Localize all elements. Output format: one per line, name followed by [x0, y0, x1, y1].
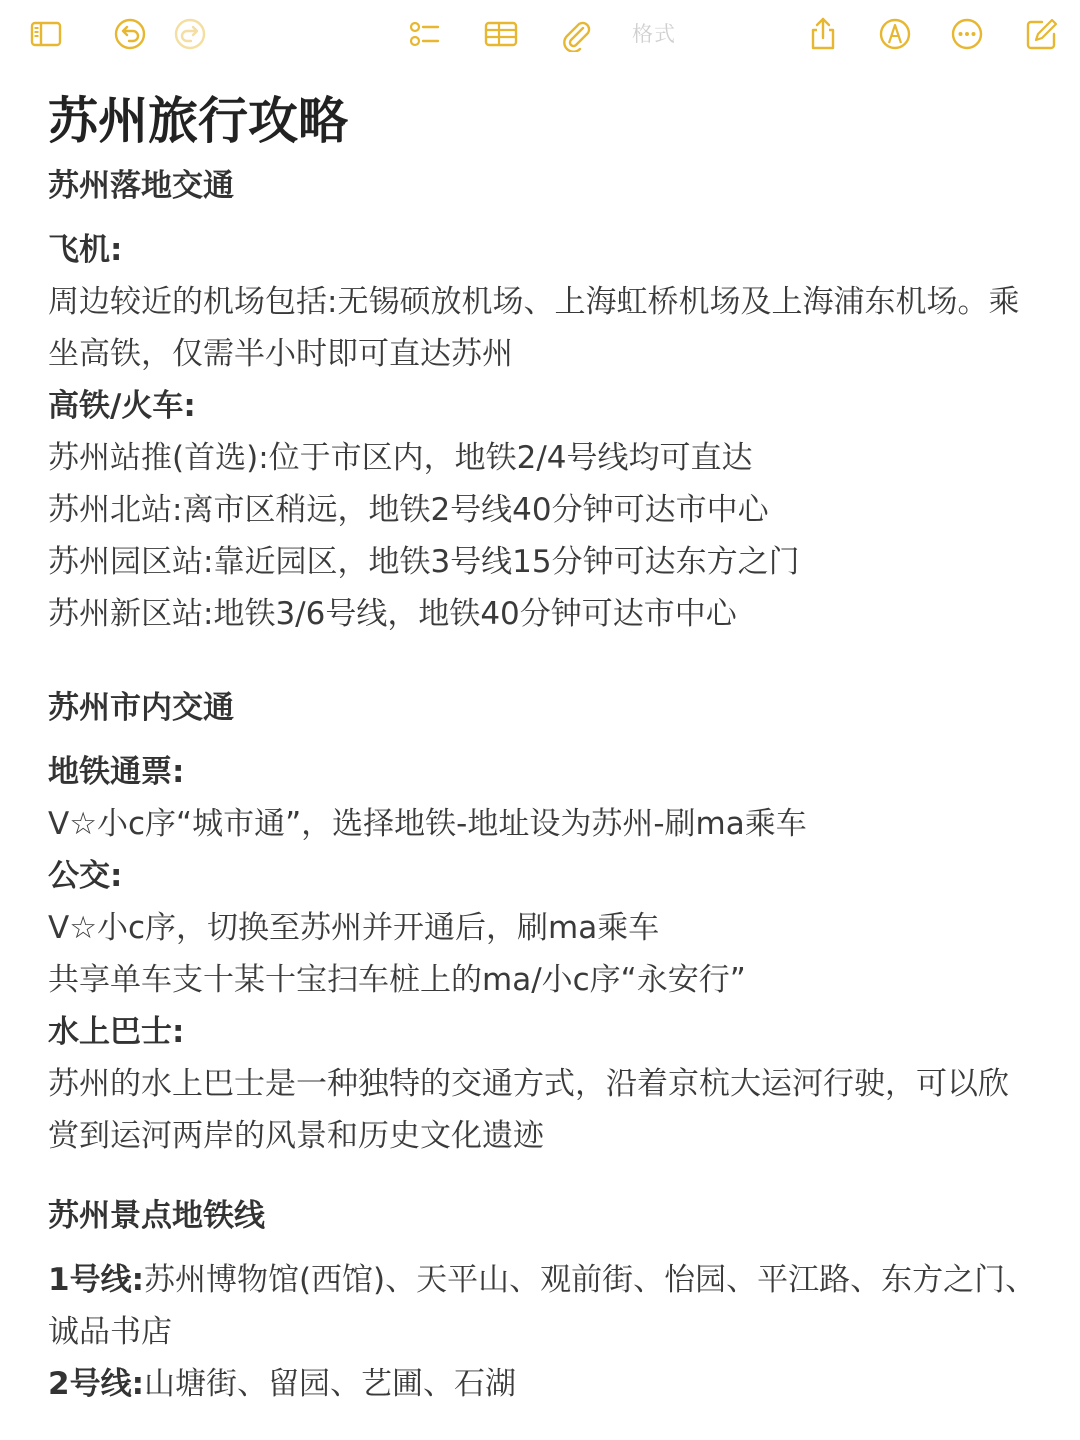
section-heading-arrival: 苏州落地交通 [48, 168, 234, 204]
more-icon[interactable] [947, 14, 987, 54]
bus-label: 公交: [48, 858, 123, 894]
table-icon[interactable] [481, 14, 521, 54]
train-line: 苏州站推(首选):位于市区内，地铁2/4号线均可直达 [48, 440, 753, 476]
note-body[interactable] [48, 88, 1038, 1410]
plane-text: 周边较近的机场包括:无锡硕放机场、上海虹桥机场及上海浦东机场。乘坐高铁，仅需半小时即可直达苏州 [48, 284, 1020, 372]
train-line: 苏州园区站:靠近园区，地铁3号线15分钟可达东方之门 [48, 544, 800, 580]
note-title: 苏州旅行攻略 [48, 92, 348, 150]
share-icon[interactable] [803, 14, 843, 54]
section-heading-city: 苏州市内交通 [48, 690, 234, 726]
paperclip-icon[interactable] [556, 14, 596, 54]
markup-pen-icon[interactable] [875, 14, 915, 54]
waterbus-label: 水上巴士: [48, 1014, 185, 1050]
train-line: 苏州新区站:地铁3/6号线，地铁40分钟可达市中心 [48, 596, 737, 632]
metro-label: 地铁通票: [48, 754, 185, 790]
metro-line-2 [48, 1358, 1038, 1410]
plane-label: 飞机: [48, 232, 123, 268]
waterbus-text: 苏州的水上巴士是一种独特的交通方式，沿着京杭大运河行驶，可以欣赏到运河两岸的风景和历史文化遗迹 [48, 1066, 1009, 1154]
train-label: 高铁/火车: [48, 388, 196, 424]
redo-icon[interactable] [170, 14, 210, 54]
section-heading-metro-lines: 苏州景点地铁线 [48, 1198, 265, 1234]
line1-text: 苏州博物馆(西馆)、天平山、观前街、怡园、平江路、东方之门、诚品书店 [48, 1262, 1037, 1350]
metro-text: V☆小c序“城市通”，选择地铁-地址设为苏州-刷ma乘车 [48, 806, 807, 842]
line2-label: 2号线: [48, 1366, 144, 1402]
toolbar [0, 0, 1080, 66]
bus-line: V☆小c序，切换至苏州并开通后，刷ma乘车 [48, 910, 660, 946]
sidebar-icon[interactable] [26, 14, 66, 54]
line2-text: 山塘街、留园、艺圃、石湖 [143, 1366, 516, 1402]
checklist-icon[interactable] [404, 14, 444, 54]
format-button[interactable]: 格式 [632, 22, 676, 46]
metro-line-1 [48, 1254, 1038, 1358]
train-line: 苏州北站:离市区稍远，地铁2号线40分钟可达市中心 [48, 492, 769, 528]
compose-icon[interactable] [1022, 14, 1062, 54]
undo-icon[interactable] [110, 14, 150, 54]
line1-label: 1号线: [48, 1262, 144, 1298]
bus-line: 共享单车支十某十宝扫车桩上的ma/小c序“永安行” [48, 962, 746, 998]
